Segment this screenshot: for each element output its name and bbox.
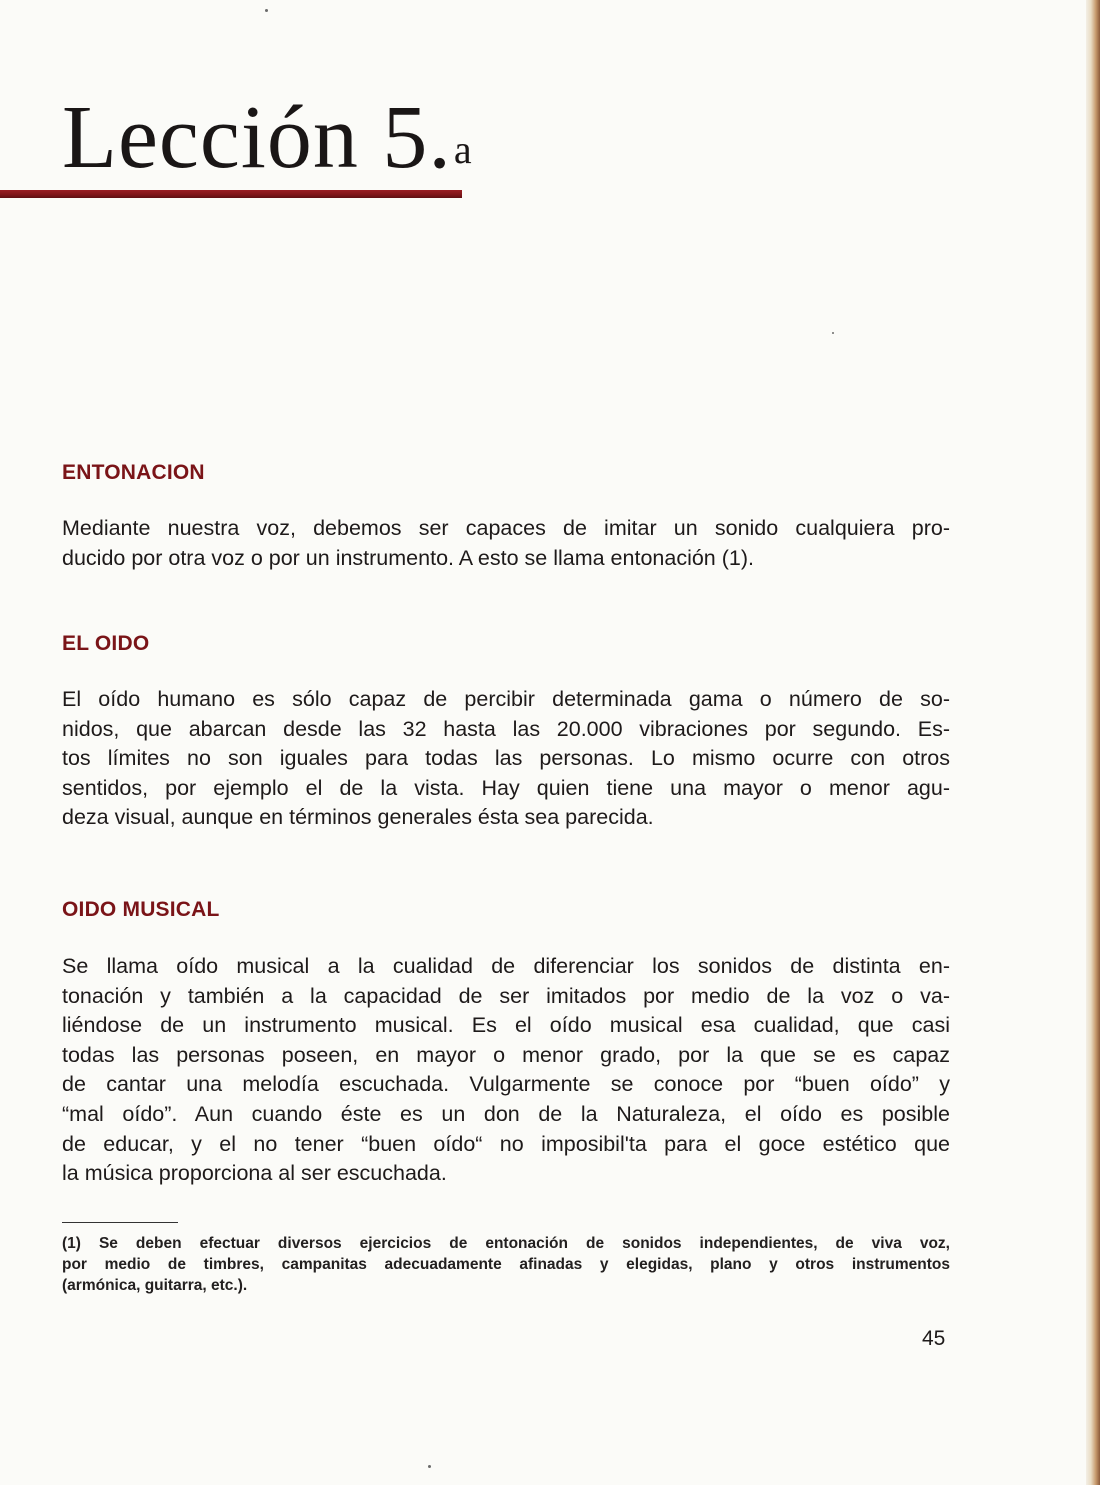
lesson-title-superscript: a <box>453 127 473 172</box>
text-line: de educar, y el no tener “buen oído“ no imposibil'ta para el goce estético que <box>62 1131 950 1156</box>
lesson-title <box>62 88 473 188</box>
text-line: la música proporciona al ser escuchada. <box>62 1161 447 1186</box>
footnote-line: por medio de timbres, campanitas adecuadamente afinadas y elegidas, plano y otros instrumentos <box>62 1256 950 1273</box>
section-heading-oido-musical: OIDO MUSICAL <box>62 898 220 921</box>
footnote-separator <box>62 1222 178 1223</box>
text-line: tos límites no son iguales para todas las personas. Lo mismo ocurre con otros <box>62 746 950 771</box>
lesson-title-text: Lección 5. <box>62 88 452 187</box>
text-line: sentidos, por ejemplo el de la vista. Hay quien tiene una mayor o menor agu- <box>62 775 950 800</box>
text-line: todas las personas poseen, en mayor o menor grado, por la que se es capaz <box>62 1042 950 1067</box>
footnote <box>62 1233 950 1296</box>
text-line: ducido por otra voz o por un instrumento. A esto se llama entonación (1). <box>62 545 754 570</box>
paper-speck <box>832 332 834 334</box>
text-line: nidos, que abarcan desde las 32 hasta las 20.000 vibraciones por segundo. Es- <box>62 716 950 741</box>
footnote-line: (armónica, guitarra, etc.). <box>62 1277 248 1294</box>
text-line: Mediante nuestra voz, debemos ser capaces de imitar un sonido cualquiera pro- <box>62 516 950 540</box>
section-heading-entonacion: ENTONACION <box>62 461 205 484</box>
title-underline <box>0 190 462 198</box>
text-line: deza visual, aunque en términos generales ésta sea parecida. <box>62 805 654 830</box>
section-body-oido-musical <box>62 952 950 1189</box>
text-line: El oído humano es sólo capaz de percibir determinada gama o número de so- <box>62 687 950 711</box>
text-line: de cantar una melodía escuchada. Vulgarmente se conoce por “buen oído” y <box>62 1072 950 1097</box>
text-line: liéndose de un instrumento musical. Es el oído musical esa cualidad, que casi <box>62 1013 950 1038</box>
text-line: “mal oído”. Aun cuando éste es un don de la Naturaleza, el oído es posible <box>62 1101 950 1126</box>
section-body-entonacion <box>62 514 950 573</box>
section-body-el-oido <box>62 685 950 833</box>
text-line: tonación y también a la capacidad de ser imitados por medio de la voz o va- <box>62 983 950 1008</box>
page-edge-binding <box>1086 0 1100 1485</box>
page-number: 45 <box>922 1327 946 1350</box>
paper-speck <box>265 9 268 12</box>
paper-speck <box>428 1465 431 1468</box>
footnote-line: (1) Se deben efectuar diversos ejercicios de entonación de sonidos independientes, de viva voz, <box>62 1235 950 1252</box>
section-heading-el-oido: EL OIDO <box>62 632 150 655</box>
text-line: Se llama oído musical a la cualidad de diferenciar los sonidos de distinta en- <box>62 954 950 978</box>
